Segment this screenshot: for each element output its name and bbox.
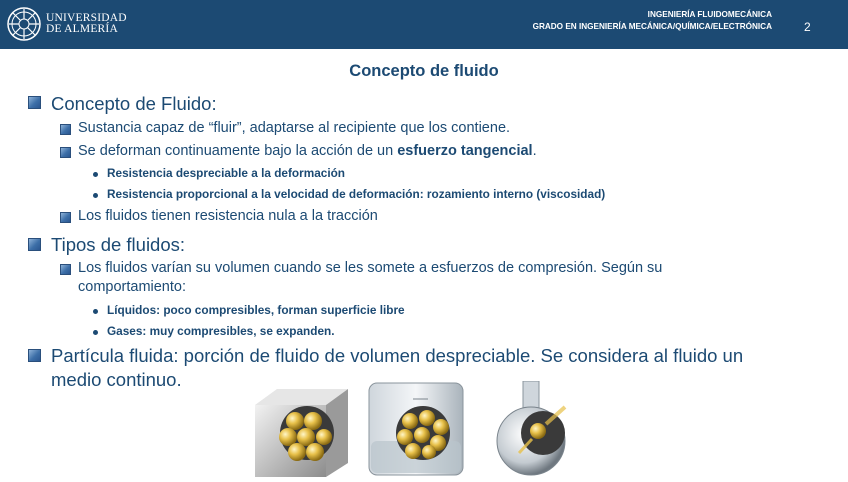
logo-line-1: UNIVERSIDAD: [46, 12, 127, 24]
bullet-liquidos: Líquidos: poco compresibles, forman superficie libre: [107, 303, 405, 317]
square-bullet-icon: [60, 147, 71, 158]
solid-block-image: [255, 389, 348, 477]
course-info: [533, 9, 772, 33]
bullet-varian-line1: Los fluidos varían su volumen cuando se les somete a esfuerzos de compresión. Según su: [78, 260, 663, 276]
square-bullet-icon: [28, 96, 41, 109]
university-logo: [6, 6, 127, 42]
round-bullet-icon: [93, 309, 98, 314]
course-line-1: INGENIERÍA FLUIDOMECÁNICA: [647, 10, 772, 19]
bullet-resistencia-despreciable: Resistencia despreciable a la deformación: [107, 166, 346, 180]
logo-line-2: DE ALMERÍA: [46, 23, 118, 35]
header-bar: [0, 0, 848, 49]
course-line-2: GRADO EN INGENIERÍA MECÁNICA/QUÍMICA/ELECTRÓNICA: [532, 22, 772, 31]
square-bullet-icon: [60, 212, 71, 223]
gas-flask-image: [497, 381, 565, 475]
deforman-end: .: [532, 143, 537, 159]
page-number: 2: [804, 20, 811, 34]
deforman-text: Se deforman continuamente bajo la acción de un: [78, 143, 398, 159]
bullet-deforman: [78, 143, 537, 159]
round-bullet-icon: [93, 193, 98, 198]
bullet-traccion: Los fluidos tienen resistencia nula a la tracción: [78, 208, 378, 224]
bullet-concepto: Concepto de Fluido:: [51, 93, 217, 114]
bullet-tipos: Tipos de fluidos:: [51, 234, 186, 255]
slide-title: Concepto de fluido: [349, 62, 499, 80]
bullet-resistencia-proporcional: Resistencia proporcional a la velocidad de deformación: rozamiento interno (viscosidad): [107, 187, 606, 201]
liquid-beaker-image: [369, 383, 463, 475]
square-bullet-icon: [28, 349, 41, 362]
bullet-sustancia: Sustancia capaz de “fluir”, adaptarse al recipiente que los contiene.: [78, 120, 511, 136]
square-bullet-icon: [60, 264, 71, 275]
bullet-gases: Gases: muy compresibles, se expanden.: [107, 324, 335, 338]
bullet-particula-line2: medio continuo.: [51, 369, 182, 390]
deforman-bold: esfuerzo tangencial: [397, 143, 533, 159]
university-seal-icon: [6, 6, 42, 42]
round-bullet-icon: [93, 330, 98, 335]
square-bullet-icon: [60, 124, 71, 135]
bullet-varian-line2: comportamiento:: [78, 279, 186, 295]
states-of-matter-illustration: [253, 381, 583, 482]
square-bullet-icon: [28, 238, 41, 251]
bullet-particula-line1: Partícula fluida: porción de fluido de volumen despreciable. Se considera al fluido un: [51, 345, 744, 366]
round-bullet-icon: [93, 172, 98, 177]
